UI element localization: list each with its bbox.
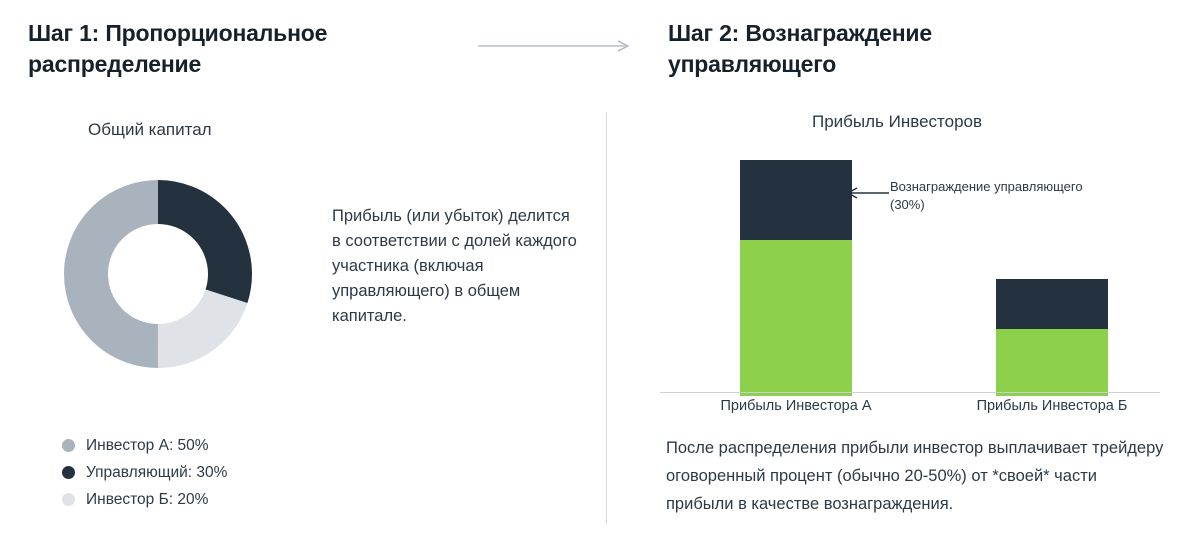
arrow-right-icon (478, 38, 638, 54)
legend-dot-icon (62, 466, 75, 479)
panel-divider (606, 112, 607, 524)
bar-chart-axis (660, 392, 1160, 393)
bar-segment-investor (996, 329, 1108, 396)
arrow-left-icon (845, 187, 889, 199)
bar-investor-b (996, 279, 1108, 396)
legend-label: Инвестор Б: 20% (86, 490, 209, 508)
capital-donut-chart (42, 158, 274, 390)
investors-profit-caption: Прибыль Инвесторов (812, 112, 983, 131)
bar-segment-manager (740, 160, 852, 240)
bar-label-investor-a: Прибыль Инвестора А (720, 398, 872, 414)
manager-fee-note: После распределения прибыли инвестор выплачивает трейдеру оговоренный процент (обычно 20-50%) от *своей* части прибыли в качестве вознаграждения. (666, 439, 1164, 513)
legend-item (62, 459, 362, 486)
total-capital-caption: Общий капитал (88, 120, 212, 139)
bar-label-investor-b: Прибыль Инвестора Б (976, 398, 1128, 414)
legend-item (62, 432, 362, 459)
bar-investor-a (740, 160, 852, 396)
legend-label: Управляющий: 30% (86, 463, 228, 481)
bar-segment-manager (996, 279, 1108, 329)
legend-label: Инвестор А: 50% (86, 436, 209, 454)
capital-legend (62, 432, 362, 513)
legend-item (62, 486, 362, 513)
step-2-title: Шаг 2: Вознаграждение управляющего (668, 20, 932, 77)
distribution-note: Прибыль (или убыток) делится в соответствии с долей каждого участника (включая управляющего) в общем капитале. (332, 207, 577, 325)
step-1-title: Шаг 1: Пропорциональное распределение (28, 20, 328, 77)
legend-dot-icon (62, 493, 75, 506)
manager-fee-callout: Вознаграждение управляющего (30%) (890, 179, 1083, 212)
legend-dot-icon (62, 439, 75, 452)
bar-segment-investor (740, 240, 852, 396)
